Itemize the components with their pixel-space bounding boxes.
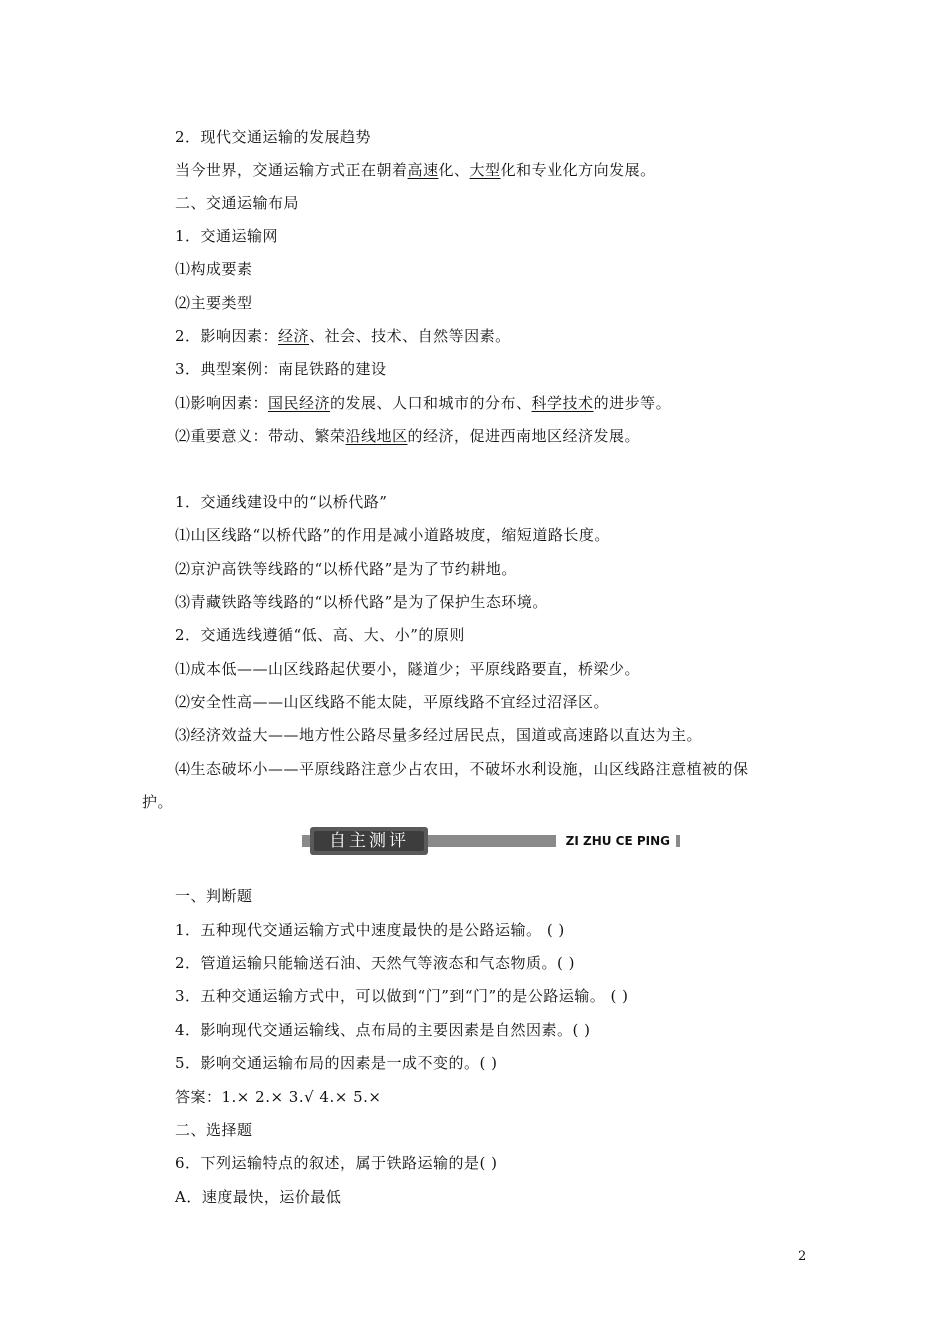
answer-line: 答案：1.× 2.× 3.√ 4.× 5.× (175, 1088, 382, 1106)
text-line: 护。 (142, 793, 174, 811)
section-heading: 二、交通运输布局 (175, 194, 300, 212)
text-line: ⑷生态破坏小——平原线路注意少占农田，不破坏水利设施，山区线路注意植被的保 (175, 760, 749, 778)
banner-title-box (310, 827, 428, 855)
page-number: 2 (798, 1249, 807, 1264)
text-segment: 、社会、技术、自然等因素。 (309, 327, 511, 345)
text-segment: ⑵重要意义：带动、繁荣 (175, 427, 346, 445)
question-item: 6．下列运输特点的叙述，属于铁路运输的是( ) (175, 1154, 498, 1172)
text-line (175, 160, 656, 180)
question-item: 5．影响交通运输布局的因素是一成不变的。( ) (175, 1054, 498, 1072)
text-line (175, 426, 640, 446)
text-segment: 2．影响因素： (175, 327, 279, 345)
underlined-term: 高速 (407, 161, 439, 179)
question-item: 3．五种交通运输方式中，可以做到“门”到“门”的是公路运输。 ( ) (175, 987, 629, 1005)
text-line (175, 326, 511, 346)
text-line: ⑵主要类型 (175, 294, 253, 312)
text-segment: 当今世界，交通运输方式正在朝着 (175, 161, 408, 179)
text-line: ⑴山区线路“以桥代路”的作用是减小道路坡度，缩短道路长度。 (175, 526, 610, 544)
question-item: 1．五种现代交通运输方式中速度最快的是公路运输。 ( ) (175, 921, 565, 939)
text-segment: ⑴影响因素： (175, 394, 269, 412)
text-line (175, 393, 671, 413)
section-heading: 二、选择题 (175, 1121, 253, 1139)
underlined-term: 沿线地区 (345, 427, 408, 445)
text-line: ⑵安全性高——山区线路不能太陡，平原线路不宜经过沼泽区。 (175, 693, 610, 711)
section-banner (302, 827, 680, 855)
banner-title: 自主测评 (314, 831, 424, 851)
text-line: 1．交通运输网 (175, 227, 279, 245)
text-line: ⑴成本低——山区线路起伏要小，隧道少；平原线路要直，桥梁少。 (175, 660, 641, 678)
text-segment: 的发展、人口和城市的分布、 (330, 394, 532, 412)
text-line: 3．典型案例：南昆铁路的建设 (175, 360, 387, 378)
text-segment: 的经济，促进西南地区经济发展。 (407, 427, 641, 445)
section-heading: 一、判断题 (175, 887, 253, 905)
text-line: ⑵京沪高铁等线路的“以桥代路”是为了节约耕地。 (175, 560, 517, 578)
question-item: 4．影响现代交通运输线、点布局的主要因素是自然因素。( ) (175, 1021, 591, 1039)
underlined-term: 大型 (469, 161, 501, 179)
text-line: 2．交通选线遵循“低、高、大、小”的原则 (175, 626, 465, 644)
text-line: ⑴构成要素 (175, 260, 253, 278)
text-segment: 化和专业化方向发展。 (500, 161, 656, 179)
text-line: 2．现代交通运输的发展趋势 (175, 128, 372, 146)
underlined-term: 经济 (278, 327, 310, 345)
underlined-term: 科学技术 (531, 394, 594, 412)
underlined-term: 国民经济 (268, 394, 331, 412)
option-item: A．速度最快，运价最低 (175, 1188, 342, 1206)
text-segment: 化、 (438, 161, 470, 179)
text-line: 1．交通线建设中的“以桥代路” (175, 493, 388, 511)
question-item: 2．管道运输只能输送石油、天然气等液态和气态物质。( ) (175, 954, 576, 972)
text-segment: 的进步等。 (593, 394, 672, 412)
text-line: ⑶青藏铁路等线路的“以桥代路”是为了保护生态环境。 (175, 593, 548, 611)
text-line: ⑶经济效益大——地方性公路尽量多经过居民点，国道或高速路以直达为主。 (175, 726, 703, 744)
banner-subtitle: ZI ZHU CE PING (556, 829, 676, 853)
